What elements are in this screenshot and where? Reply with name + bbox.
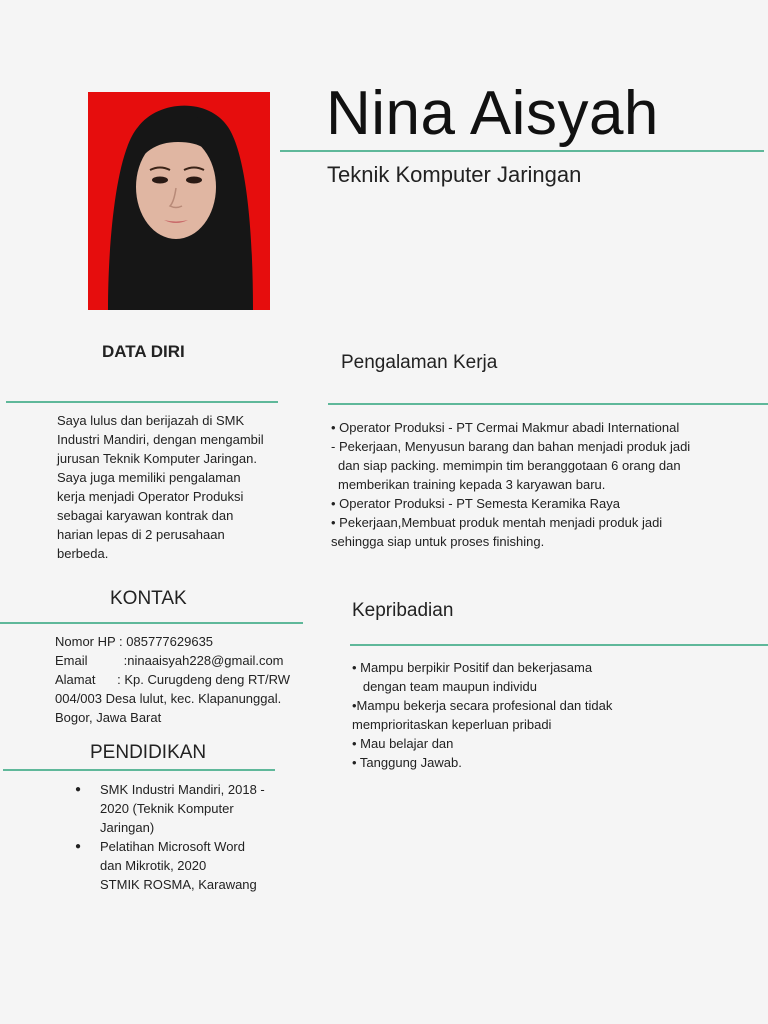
personality-line: • Mampu berpikir Positif dan bekerjasama: [352, 660, 593, 675]
education-item: [55, 837, 265, 894]
personality-line: •Mampu bekerja secara profesional dan tidak: [352, 698, 613, 713]
education-line: dan Mikrotik, 2020: [100, 858, 207, 873]
address-line: Alamat : Kp. Curugdeng deng RT/RW: [55, 672, 291, 687]
personality-line: mempriorіtaskan keperluan pribadi: [352, 717, 552, 732]
pendidikan-list: [55, 780, 265, 894]
pengalaman-heading: Pengalaman Kerja: [341, 352, 498, 373]
kontak-text: [55, 632, 290, 727]
name-divider: [280, 150, 764, 152]
data-diri-divider: [6, 401, 278, 403]
email-line: Email :ninaaisyah228@gmail.com: [55, 653, 284, 668]
kepribadian-heading: Kepribadian: [352, 600, 454, 621]
data-diri-line: Saya juga memiliki pengalaman: [57, 470, 241, 485]
data-diri-line: jurusan Teknik Komputer Jaringan.: [57, 451, 257, 466]
kepribadian-text: [352, 658, 612, 772]
data-diri-line: Industri Mandiri, dengan mengambil: [57, 432, 264, 447]
pendidikan-divider: [3, 769, 275, 771]
data-diri-line: harian lepas di 2 perusahaan: [57, 527, 225, 542]
data-diri-line: sebagai karyawan kontrak dan: [57, 508, 234, 523]
address-line: Bogor, Jawa Barat: [55, 710, 162, 725]
education-line: Jaringan): [100, 820, 155, 835]
data-diri-line: berbeda.: [57, 546, 109, 561]
experience-line: • Operator Produksi - PT Semesta Keramika Raya: [331, 496, 620, 511]
education-line: ● SMK Industri Mandiri, 2018 -: [100, 782, 265, 797]
kontak-divider: [0, 622, 303, 624]
data-diri-heading: DATA DIRI: [102, 342, 185, 361]
pengalaman-divider: [328, 403, 768, 405]
education-line: ● Pelatihan Microsoft Word: [100, 839, 245, 854]
data-diri-line: kerja menjadi Operator Produksi: [57, 489, 244, 504]
experience-line: sehingga siap untuk proses finishing.: [331, 534, 545, 549]
education-line: 2020 (Teknik Komputer: [100, 801, 234, 816]
personality-line: dengan team maupun individu: [352, 679, 538, 694]
education-line: STMIK ROSMA, Karawang: [100, 877, 257, 892]
experience-line: memberikan training kepada 3 karyawan baru.: [338, 477, 606, 492]
person-photo-icon: [88, 92, 270, 310]
experience-line: dan siap packing. memimpin tim beranggotaan 6 orang dan: [338, 458, 681, 473]
job-title: Teknik Komputer Jaringan: [327, 162, 582, 187]
phone-line: Nomor HP : 085777629635: [55, 634, 214, 649]
experience-line: • Operator Produksi - PT Cermai Makmur abadi International: [331, 420, 680, 435]
kepribadian-divider: [350, 644, 768, 646]
pendidikan-heading: PENDIDIKAN: [90, 742, 207, 763]
full-name: Nina Aisyah: [326, 79, 659, 148]
pengalaman-text: [331, 418, 690, 551]
kontak-heading: KONTAK: [110, 588, 187, 609]
personality-line: • Tanggung Jawab.: [352, 755, 462, 770]
experience-line: - Pekerjaan, Menyusun barang dan bahan menjadi produk jadi: [331, 439, 691, 454]
personality-line: • Mau belajar dan: [352, 736, 454, 751]
data-diri-text: [57, 411, 264, 563]
address-line: 004/003 Desa lulut, kec. Klapanunggal.: [55, 691, 282, 706]
data-diri-line: Saya lulus dan berijazah di SMK: [57, 413, 245, 428]
education-item: [55, 780, 265, 837]
experience-line: • Pekerjaan,Membuat produk mentah menjadi produk jadi: [331, 515, 663, 530]
profile-photo: [88, 92, 270, 310]
